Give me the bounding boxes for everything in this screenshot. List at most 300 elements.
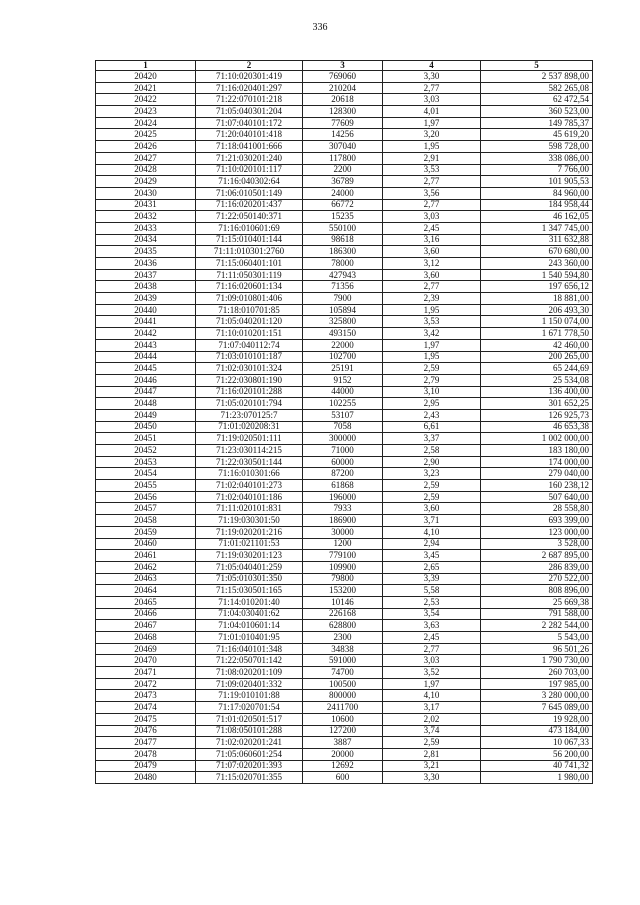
area-cell: 196000 xyxy=(303,491,383,503)
rate-cell: 2,90 xyxy=(383,456,481,468)
table-row xyxy=(96,106,593,118)
row-number-cell: 20448 xyxy=(96,398,196,410)
rate-cell: 2,45 xyxy=(383,632,481,644)
value-cell: 598 728,00 xyxy=(481,141,593,153)
area-cell: 34838 xyxy=(303,643,383,655)
table-row xyxy=(96,503,593,515)
cadastral-number-cell: 71:04:010601:14 xyxy=(196,620,303,632)
row-number-cell: 20420 xyxy=(96,71,196,83)
value-cell: 1 540 594,80 xyxy=(481,269,593,281)
cadastral-number-cell: 71:11:050301:119 xyxy=(196,269,303,281)
table-row xyxy=(96,304,593,316)
cadastral-number-cell: 71:22:070101:218 xyxy=(196,94,303,106)
value-cell: 28 558,80 xyxy=(481,503,593,515)
cadastral-number-cell: 71:23:030114:215 xyxy=(196,445,303,457)
cadastral-number-cell: 71:10:020301:419 xyxy=(196,71,303,83)
area-cell: 71356 xyxy=(303,281,383,293)
table-row xyxy=(96,760,593,772)
row-number-cell: 20451 xyxy=(96,433,196,445)
value-cell: 286 839,00 xyxy=(481,561,593,573)
area-cell: 779100 xyxy=(303,550,383,562)
value-cell: 360 523,00 xyxy=(481,106,593,118)
cadastral-number-cell: 71:15:030501:165 xyxy=(196,585,303,597)
area-cell: 102700 xyxy=(303,351,383,363)
area-cell: 1200 xyxy=(303,538,383,550)
cadastral-number-cell: 71:09:010801:406 xyxy=(196,293,303,305)
row-number-cell: 20472 xyxy=(96,678,196,690)
value-cell: 260 703,00 xyxy=(481,667,593,679)
row-number-cell: 20467 xyxy=(96,620,196,632)
table-row xyxy=(96,620,593,632)
rate-cell: 2,45 xyxy=(383,222,481,234)
area-cell: 53107 xyxy=(303,409,383,421)
value-cell: 197 985,00 xyxy=(481,678,593,690)
row-number-cell: 20435 xyxy=(96,246,196,258)
row-number-cell: 20425 xyxy=(96,129,196,141)
cadastral-number-cell: 71:09:020401:332 xyxy=(196,678,303,690)
value-cell: 301 652,25 xyxy=(481,398,593,410)
row-number-cell: 20428 xyxy=(96,164,196,176)
cadastral-number-cell: 71:01:020208:31 xyxy=(196,421,303,433)
table-row xyxy=(96,398,593,410)
area-cell: 591000 xyxy=(303,655,383,667)
area-cell: 109900 xyxy=(303,561,383,573)
area-cell: 427943 xyxy=(303,269,383,281)
value-cell: 1 150 074,00 xyxy=(481,316,593,328)
area-cell: 105894 xyxy=(303,304,383,316)
row-number-cell: 20459 xyxy=(96,526,196,538)
table-row xyxy=(96,117,593,129)
row-number-cell: 20449 xyxy=(96,409,196,421)
area-cell: 14256 xyxy=(303,129,383,141)
rate-cell: 2,59 xyxy=(383,480,481,492)
rate-cell: 4,01 xyxy=(383,106,481,118)
value-cell: 206 493,30 xyxy=(481,304,593,316)
row-number-cell: 20455 xyxy=(96,480,196,492)
rate-cell: 3,30 xyxy=(383,71,481,83)
cadastral-number-cell: 71:10:010201:151 xyxy=(196,328,303,340)
table-row xyxy=(96,480,593,492)
table-row xyxy=(96,702,593,714)
area-cell: 600 xyxy=(303,772,383,784)
rate-cell: 3,03 xyxy=(383,211,481,223)
table-row xyxy=(96,538,593,550)
row-number-cell: 20453 xyxy=(96,456,196,468)
area-cell: 186300 xyxy=(303,246,383,258)
row-number-cell: 20475 xyxy=(96,713,196,725)
rate-cell: 2,58 xyxy=(383,445,481,457)
rate-cell: 2,79 xyxy=(383,374,481,386)
row-number-cell: 20431 xyxy=(96,199,196,211)
table-row xyxy=(96,141,593,153)
rate-cell: 3,53 xyxy=(383,164,481,176)
row-number-cell: 20440 xyxy=(96,304,196,316)
table-row xyxy=(96,293,593,305)
rate-cell: 3,30 xyxy=(383,772,481,784)
cadastral-number-cell: 71:04:030401:62 xyxy=(196,608,303,620)
row-number-cell: 20432 xyxy=(96,211,196,223)
area-cell: 71000 xyxy=(303,445,383,457)
table-row xyxy=(96,772,593,784)
rate-cell: 5,58 xyxy=(383,585,481,597)
table-row xyxy=(96,152,593,164)
area-cell: 10600 xyxy=(303,713,383,725)
rate-cell: 3,20 xyxy=(383,129,481,141)
table-row xyxy=(96,199,593,211)
value-cell: 84 960,00 xyxy=(481,187,593,199)
area-cell: 20000 xyxy=(303,748,383,760)
row-number-cell: 20473 xyxy=(96,690,196,702)
row-number-cell: 20466 xyxy=(96,608,196,620)
cadastral-number-cell: 71:11:010301:2760 xyxy=(196,246,303,258)
cadastral-number-cell: 71:05:040201:120 xyxy=(196,316,303,328)
area-cell: 60000 xyxy=(303,456,383,468)
column-header: 5 xyxy=(481,61,593,71)
table-row xyxy=(96,211,593,223)
area-cell: 7058 xyxy=(303,421,383,433)
table-row xyxy=(96,71,593,83)
value-cell: 279 040,00 xyxy=(481,468,593,480)
cadastral-number-cell: 71:01:021101:53 xyxy=(196,538,303,550)
cadastral-number-cell: 71:19:020201:216 xyxy=(196,526,303,538)
cadastral-number-cell: 71:22:030501:144 xyxy=(196,456,303,468)
value-cell: 808 896,00 xyxy=(481,585,593,597)
rate-cell: 3,53 xyxy=(383,316,481,328)
row-number-cell: 20429 xyxy=(96,176,196,188)
row-number-cell: 20447 xyxy=(96,386,196,398)
table-row xyxy=(96,713,593,725)
data-table xyxy=(95,60,593,784)
cadastral-number-cell: 71:06:010501:149 xyxy=(196,187,303,199)
cadastral-number-cell: 71:05:060601:254 xyxy=(196,748,303,760)
area-cell: 2200 xyxy=(303,164,383,176)
table-row xyxy=(96,269,593,281)
row-number-cell: 20457 xyxy=(96,503,196,515)
table-row xyxy=(96,690,593,702)
cadastral-number-cell: 71:19:010101:88 xyxy=(196,690,303,702)
value-cell: 25 669,38 xyxy=(481,596,593,608)
table-row xyxy=(96,339,593,351)
row-number-cell: 20476 xyxy=(96,725,196,737)
area-cell: 127200 xyxy=(303,725,383,737)
row-number-cell: 20442 xyxy=(96,328,196,340)
table-row xyxy=(96,678,593,690)
table-row xyxy=(96,526,593,538)
rate-cell: 2,95 xyxy=(383,398,481,410)
row-number-cell: 20422 xyxy=(96,94,196,106)
table-row xyxy=(96,187,593,199)
column-header: 3 xyxy=(303,61,383,71)
rate-cell: 3,23 xyxy=(383,468,481,480)
value-cell: 1 980,00 xyxy=(481,772,593,784)
cadastral-number-cell: 71:02:040101:273 xyxy=(196,480,303,492)
rate-cell: 4,10 xyxy=(383,690,481,702)
row-number-cell: 20480 xyxy=(96,772,196,784)
value-cell: 2 282 544,00 xyxy=(481,620,593,632)
area-cell: 210204 xyxy=(303,82,383,94)
rate-cell: 3,71 xyxy=(383,515,481,527)
row-number-cell: 20436 xyxy=(96,258,196,270)
rate-cell: 3,56 xyxy=(383,187,481,199)
area-cell: 493150 xyxy=(303,328,383,340)
value-cell: 582 265,08 xyxy=(481,82,593,94)
cadastral-number-cell: 71:22:050140:371 xyxy=(196,211,303,223)
area-cell: 36789 xyxy=(303,176,383,188)
value-cell: 338 086,00 xyxy=(481,152,593,164)
table-row xyxy=(96,632,593,644)
page-number: 336 xyxy=(312,22,328,33)
table-row xyxy=(96,351,593,363)
row-number-cell: 20444 xyxy=(96,351,196,363)
rate-cell: 3,42 xyxy=(383,328,481,340)
table-row xyxy=(96,129,593,141)
value-cell: 7 645 089,00 xyxy=(481,702,593,714)
rate-cell: 3,52 xyxy=(383,667,481,679)
rate-cell: 3,60 xyxy=(383,246,481,258)
area-cell: 117800 xyxy=(303,152,383,164)
value-cell: 10 067,33 xyxy=(481,737,593,749)
column-header: 2 xyxy=(196,61,303,71)
rate-cell: 2,77 xyxy=(383,199,481,211)
cadastral-number-cell: 71:18:041001:666 xyxy=(196,141,303,153)
area-cell: 9152 xyxy=(303,374,383,386)
rate-cell: 1,95 xyxy=(383,351,481,363)
area-cell: 44000 xyxy=(303,386,383,398)
table-row xyxy=(96,737,593,749)
area-cell: 24000 xyxy=(303,187,383,199)
table-row xyxy=(96,281,593,293)
row-number-cell: 20446 xyxy=(96,374,196,386)
area-cell: 2411700 xyxy=(303,702,383,714)
cadastral-number-cell: 71:15:020701:355 xyxy=(196,772,303,784)
value-cell: 123 000,00 xyxy=(481,526,593,538)
rate-cell: 3,54 xyxy=(383,608,481,620)
value-cell: 149 785,37 xyxy=(481,117,593,129)
table-row xyxy=(96,176,593,188)
cadastral-number-cell: 71:05:010301:350 xyxy=(196,573,303,585)
cadastral-number-cell: 71:05:040301:204 xyxy=(196,106,303,118)
rate-cell: 3,03 xyxy=(383,94,481,106)
value-cell: 693 399,00 xyxy=(481,515,593,527)
value-cell: 473 184,00 xyxy=(481,725,593,737)
row-number-cell: 20470 xyxy=(96,655,196,667)
cadastral-number-cell: 71:16:010601:69 xyxy=(196,222,303,234)
cadastral-number-cell: 71:21:030201:240 xyxy=(196,152,303,164)
value-cell: 7 766,00 xyxy=(481,164,593,176)
area-cell: 25191 xyxy=(303,363,383,375)
column-header: 4 xyxy=(383,61,481,71)
area-cell: 7900 xyxy=(303,293,383,305)
cadastral-number-cell: 71:03:010101:187 xyxy=(196,351,303,363)
table-row xyxy=(96,550,593,562)
area-cell: 628800 xyxy=(303,620,383,632)
area-cell: 79800 xyxy=(303,573,383,585)
value-cell: 3 528,00 xyxy=(481,538,593,550)
value-cell: 174 000,00 xyxy=(481,456,593,468)
cadastral-number-cell: 71:05:040401:259 xyxy=(196,561,303,573)
area-cell: 74700 xyxy=(303,667,383,679)
cadastral-number-cell: 71:11:020101:831 xyxy=(196,503,303,515)
value-cell: 197 656,12 xyxy=(481,281,593,293)
cadastral-number-cell: 71:22:030801:190 xyxy=(196,374,303,386)
area-cell: 769060 xyxy=(303,71,383,83)
cadastral-number-cell: 71:14:010201:40 xyxy=(196,596,303,608)
cadastral-number-cell: 71:18:010701:85 xyxy=(196,304,303,316)
rate-cell: 2,65 xyxy=(383,561,481,573)
rate-cell: 1,95 xyxy=(383,141,481,153)
row-number-cell: 20434 xyxy=(96,234,196,246)
area-cell: 61868 xyxy=(303,480,383,492)
cadastral-number-cell: 71:20:040101:418 xyxy=(196,129,303,141)
value-cell: 184 958,44 xyxy=(481,199,593,211)
table-row xyxy=(96,328,593,340)
table-row xyxy=(96,608,593,620)
area-cell: 2300 xyxy=(303,632,383,644)
area-cell: 100500 xyxy=(303,678,383,690)
table-row xyxy=(96,316,593,328)
row-number-cell: 20469 xyxy=(96,643,196,655)
cadastral-number-cell: 71:16:020201:437 xyxy=(196,199,303,211)
table-row xyxy=(96,164,593,176)
row-number-cell: 20463 xyxy=(96,573,196,585)
rate-cell: 3,63 xyxy=(383,620,481,632)
row-number-cell: 20423 xyxy=(96,106,196,118)
table-row xyxy=(96,725,593,737)
row-number-cell: 20460 xyxy=(96,538,196,550)
value-cell: 1 002 000,00 xyxy=(481,433,593,445)
row-number-cell: 20439 xyxy=(96,293,196,305)
value-cell: 2 537 898,00 xyxy=(481,71,593,83)
cadastral-number-cell: 71:16:020601:134 xyxy=(196,281,303,293)
table-row xyxy=(96,409,593,421)
row-number-cell: 20421 xyxy=(96,82,196,94)
rate-cell: 2,53 xyxy=(383,596,481,608)
rate-cell: 4,10 xyxy=(383,526,481,538)
table-row xyxy=(96,643,593,655)
rate-cell: 2,59 xyxy=(383,491,481,503)
row-number-cell: 20424 xyxy=(96,117,196,129)
table-row xyxy=(96,667,593,679)
cadastral-number-cell: 71:01:010401:95 xyxy=(196,632,303,644)
area-cell: 325800 xyxy=(303,316,383,328)
value-cell: 62 472,54 xyxy=(481,94,593,106)
cadastral-number-cell: 71:15:010401:144 xyxy=(196,234,303,246)
cadastral-number-cell: 71:16:040302:64 xyxy=(196,176,303,188)
table-row xyxy=(96,573,593,585)
row-number-cell: 20478 xyxy=(96,748,196,760)
row-number-cell: 20433 xyxy=(96,222,196,234)
cadastral-number-cell: 71:01:020501:517 xyxy=(196,713,303,725)
area-cell: 800000 xyxy=(303,690,383,702)
row-number-cell: 20456 xyxy=(96,491,196,503)
value-cell: 19 928,00 xyxy=(481,713,593,725)
cadastral-number-cell: 71:16:040101:348 xyxy=(196,643,303,655)
row-number-cell: 20454 xyxy=(96,468,196,480)
value-cell: 101 905,53 xyxy=(481,176,593,188)
row-number-cell: 20430 xyxy=(96,187,196,199)
area-cell: 15235 xyxy=(303,211,383,223)
area-cell: 30000 xyxy=(303,526,383,538)
area-cell: 307040 xyxy=(303,141,383,153)
area-cell: 77609 xyxy=(303,117,383,129)
cadastral-number-cell: 71:16:010301:66 xyxy=(196,468,303,480)
cadastral-number-cell: 71:07:040112:74 xyxy=(196,339,303,351)
value-cell: 243 360,00 xyxy=(481,258,593,270)
row-number-cell: 20452 xyxy=(96,445,196,457)
cadastral-number-cell: 71:07:040101:172 xyxy=(196,117,303,129)
cadastral-number-cell: 71:02:040101:186 xyxy=(196,491,303,503)
table-row xyxy=(96,258,593,270)
area-cell: 10146 xyxy=(303,596,383,608)
value-cell: 791 588,00 xyxy=(481,608,593,620)
value-cell: 311 632,88 xyxy=(481,234,593,246)
rate-cell: 2,91 xyxy=(383,152,481,164)
table-row xyxy=(96,515,593,527)
value-cell: 56 200,00 xyxy=(481,748,593,760)
area-cell: 3887 xyxy=(303,737,383,749)
rate-cell: 3,60 xyxy=(383,269,481,281)
rate-cell: 1,97 xyxy=(383,339,481,351)
rate-cell: 3,21 xyxy=(383,760,481,772)
value-cell: 1 347 745,00 xyxy=(481,222,593,234)
cadastral-number-cell: 71:08:020201:109 xyxy=(196,667,303,679)
table-row xyxy=(96,561,593,573)
table-row xyxy=(96,386,593,398)
row-number-cell: 20479 xyxy=(96,760,196,772)
area-cell: 20618 xyxy=(303,94,383,106)
value-cell: 126 925,73 xyxy=(481,409,593,421)
row-number-cell: 20441 xyxy=(96,316,196,328)
rate-cell: 1,97 xyxy=(383,678,481,690)
table-header-row xyxy=(96,61,593,71)
row-number-cell: 20450 xyxy=(96,421,196,433)
table-row xyxy=(96,82,593,94)
area-cell: 550100 xyxy=(303,222,383,234)
rate-cell: 2,02 xyxy=(383,713,481,725)
rate-cell: 2,43 xyxy=(383,409,481,421)
area-cell: 7933 xyxy=(303,503,383,515)
row-number-cell: 20427 xyxy=(96,152,196,164)
rate-cell: 1,95 xyxy=(383,304,481,316)
row-number-cell: 20443 xyxy=(96,339,196,351)
rate-cell: 1,97 xyxy=(383,117,481,129)
area-cell: 300000 xyxy=(303,433,383,445)
table-row xyxy=(96,433,593,445)
value-cell: 65 244,69 xyxy=(481,363,593,375)
table-row xyxy=(96,94,593,106)
row-number-cell: 20461 xyxy=(96,550,196,562)
cadastral-number-cell: 71:19:020501:111 xyxy=(196,433,303,445)
column-header: 1 xyxy=(96,61,196,71)
table-row xyxy=(96,585,593,597)
rate-cell: 3,03 xyxy=(383,655,481,667)
value-cell: 670 680,00 xyxy=(481,246,593,258)
value-cell: 3 280 000,00 xyxy=(481,690,593,702)
rate-cell: 3,39 xyxy=(383,573,481,585)
table-row xyxy=(96,491,593,503)
rate-cell: 3,45 xyxy=(383,550,481,562)
row-number-cell: 20477 xyxy=(96,737,196,749)
cadastral-number-cell: 71:19:030201:123 xyxy=(196,550,303,562)
table-row xyxy=(96,468,593,480)
cadastral-number-cell: 71:05:020101:794 xyxy=(196,398,303,410)
area-cell: 87200 xyxy=(303,468,383,480)
rate-cell: 2,77 xyxy=(383,643,481,655)
cadastral-number-cell: 71:16:020101:288 xyxy=(196,386,303,398)
rate-cell: 3,60 xyxy=(383,503,481,515)
table-row xyxy=(96,456,593,468)
value-cell: 183 180,00 xyxy=(481,445,593,457)
